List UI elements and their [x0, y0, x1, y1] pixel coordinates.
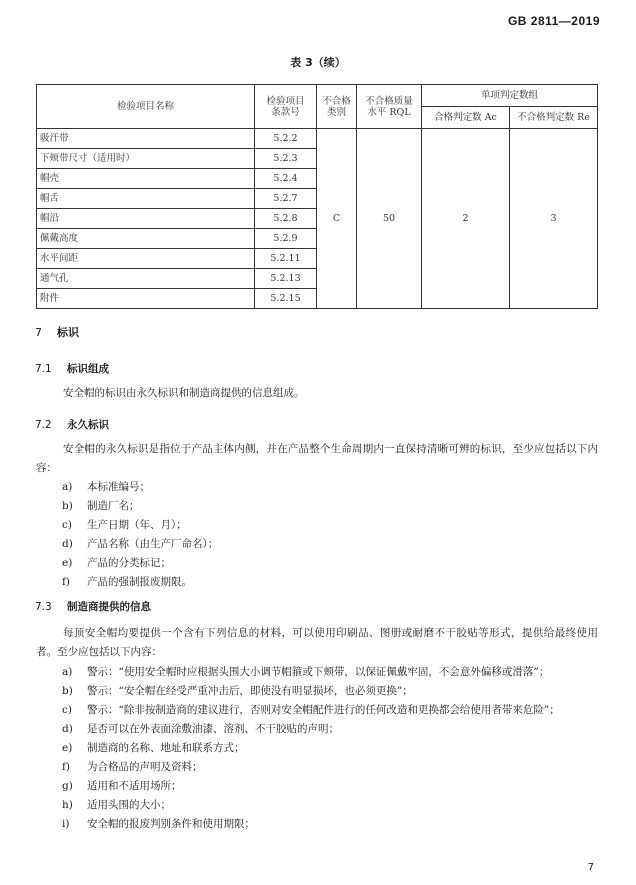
list-item — [62, 796, 598, 815]
header-rql-line2: 水平 RQL — [367, 106, 411, 118]
list-item — [62, 739, 598, 758]
list-text: 适用头围的大小； — [87, 799, 171, 811]
list-text: 警示：“使用安全帽时应根据头围大小调节帽箍或下颊带，以保证佩戴牢固，不会意外偏移或滑落”； — [87, 666, 550, 678]
list-item — [62, 758, 598, 777]
list-item — [62, 720, 598, 739]
list-marker: d) — [62, 723, 73, 735]
section-7-3-title: 制造商提供的信息 — [67, 601, 151, 613]
list-marker: d) — [62, 538, 73, 550]
section-7-1-title: 标识组成 — [67, 363, 109, 375]
list-text: 制造商的名称、地址和联系方式； — [87, 742, 245, 754]
section-7-2-number: 7.2 — [35, 419, 52, 431]
list-text: 产品名称（由生产厂命名）； — [87, 538, 219, 550]
section-7-3-number: 7.3 — [35, 601, 52, 613]
row-item-name: 通气孔 — [37, 269, 255, 289]
header-re: 不合格判定数 Re — [510, 107, 598, 129]
row-item-name: 附件 — [37, 289, 255, 309]
section-7-heading — [35, 324, 79, 340]
section-7-2-title: 永久标识 — [67, 419, 109, 431]
header-clause — [255, 85, 317, 129]
list-text: 安全帽的报废判别条件和使用期限； — [87, 818, 255, 830]
list-text: 警示：“除非按制造商的建议进行，否则对安全帽配件进行的任何改造和更换都会给使用者带来危险”； — [87, 704, 560, 716]
list-item — [62, 682, 598, 701]
section-7-3-list — [62, 663, 598, 834]
row-clause: 5.2.15 — [255, 289, 317, 309]
list-item — [62, 777, 598, 796]
list-marker: f) — [62, 576, 70, 588]
merged-ac: 2 — [422, 129, 510, 309]
section-7-3-heading — [35, 599, 151, 614]
merged-re: 3 — [510, 129, 598, 309]
header-clause-line1: 检验项目 — [266, 95, 305, 107]
row-clause: 5.2.4 — [255, 169, 317, 189]
list-text: 产品的强制报废期限。 — [87, 576, 192, 588]
header-group: 单项判定数组 — [422, 85, 598, 107]
list-marker: e) — [62, 742, 73, 754]
list-item — [62, 516, 598, 535]
row-item-name: 佩戴高度 — [37, 229, 255, 249]
list-item — [62, 663, 598, 682]
list-text: 生产日期（年、月）； — [87, 519, 187, 531]
header-clause-line2: 条款号 — [271, 106, 300, 118]
header-class-line2: 类别 — [326, 106, 346, 118]
row-clause: 5.2.7 — [255, 189, 317, 209]
list-item — [62, 701, 598, 720]
table-header-row — [37, 85, 598, 107]
row-clause: 5.2.2 — [255, 129, 317, 149]
row-item-name: 水平间距 — [37, 249, 255, 269]
row-clause: 5.2.9 — [255, 229, 317, 249]
header-class-line1: 不合格 — [322, 95, 351, 107]
list-marker: a) — [62, 666, 73, 678]
row-item-name: 吸汗带 — [37, 129, 255, 149]
list-marker: g) — [62, 780, 73, 792]
list-text: 本标准编号； — [87, 481, 150, 493]
list-text: 警示：“安全帽在经受严重冲击后，即使没有明显损坏，也必须更换”； — [87, 685, 413, 697]
table-title: 表 3（续） — [290, 56, 346, 69]
section-7-2-heading — [35, 417, 109, 432]
header-rql-line1: 不合格质量 — [365, 95, 413, 107]
list-marker: b) — [62, 500, 73, 512]
list-marker: h) — [62, 799, 73, 811]
list-marker: c) — [62, 704, 72, 716]
merged-rql: 50 — [357, 129, 422, 309]
row-clause: 5.2.13 — [255, 269, 317, 289]
list-text: 为合格品的声明及资料； — [87, 761, 203, 773]
inspection-table — [36, 84, 598, 309]
row-item-name: 帽沿 — [37, 209, 255, 229]
section-7-1-heading — [35, 361, 109, 376]
header-item-name: 检验项目名称 — [37, 85, 255, 129]
list-text: 产品的分类标记； — [87, 557, 171, 569]
list-marker: a) — [62, 481, 73, 493]
list-text: 制造厂名； — [87, 500, 140, 512]
list-marker: f) — [62, 761, 70, 773]
table-row — [37, 129, 598, 149]
row-item-name: 帽壳 — [37, 169, 255, 189]
list-item — [62, 535, 598, 554]
list-marker: b) — [62, 685, 73, 697]
row-clause: 5.2.3 — [255, 149, 317, 169]
merged-class: C — [317, 129, 357, 309]
section-7-2-list — [62, 478, 598, 592]
list-item — [62, 478, 598, 497]
section-7-number: 7 — [35, 326, 42, 339]
section-7-1-text: 安全帽的标识由永久标识和制造商提供的信息组成。 — [63, 387, 305, 399]
page-number: 7 — [587, 862, 594, 873]
header-class — [317, 85, 357, 129]
standard-code: GB 2811—2019 — [507, 14, 600, 28]
list-marker: i) — [62, 818, 70, 830]
section-7-title: 标识 — [57, 326, 79, 339]
row-item-name: 下颊带尺寸（适用时） — [37, 149, 255, 169]
list-item — [62, 815, 598, 834]
row-item-name: 帽舌 — [37, 189, 255, 209]
list-marker: c) — [62, 519, 72, 531]
list-item — [62, 497, 598, 516]
list-item — [62, 573, 598, 592]
row-clause: 5.2.11 — [255, 249, 317, 269]
list-text: 适用和不适用场所； — [87, 780, 182, 792]
list-marker: e) — [62, 557, 73, 569]
section-7-3-text: 每顶安全帽均要提供一个含有下列信息的材料，可以使用印刷品、图册或耐磨不干胶贴等形式，提供给最终使用者。至少应包括以下内容： — [36, 627, 598, 658]
header-ac: 合格判定数 Ac — [422, 107, 510, 129]
list-text: 是否可以在外表面涂敷油漆、溶剂、不干胶贴的声明； — [87, 723, 339, 735]
row-clause: 5.2.8 — [255, 209, 317, 229]
section-7-2-text: 安全帽的永久标识是指位于产品主体内侧，并在产品整个生命周期内一直保持清晰可辨的标识，至少应包括以下内容： — [36, 443, 598, 474]
header-rql — [357, 85, 422, 129]
section-7-1-number: 7.1 — [35, 363, 52, 375]
list-item — [62, 554, 598, 573]
